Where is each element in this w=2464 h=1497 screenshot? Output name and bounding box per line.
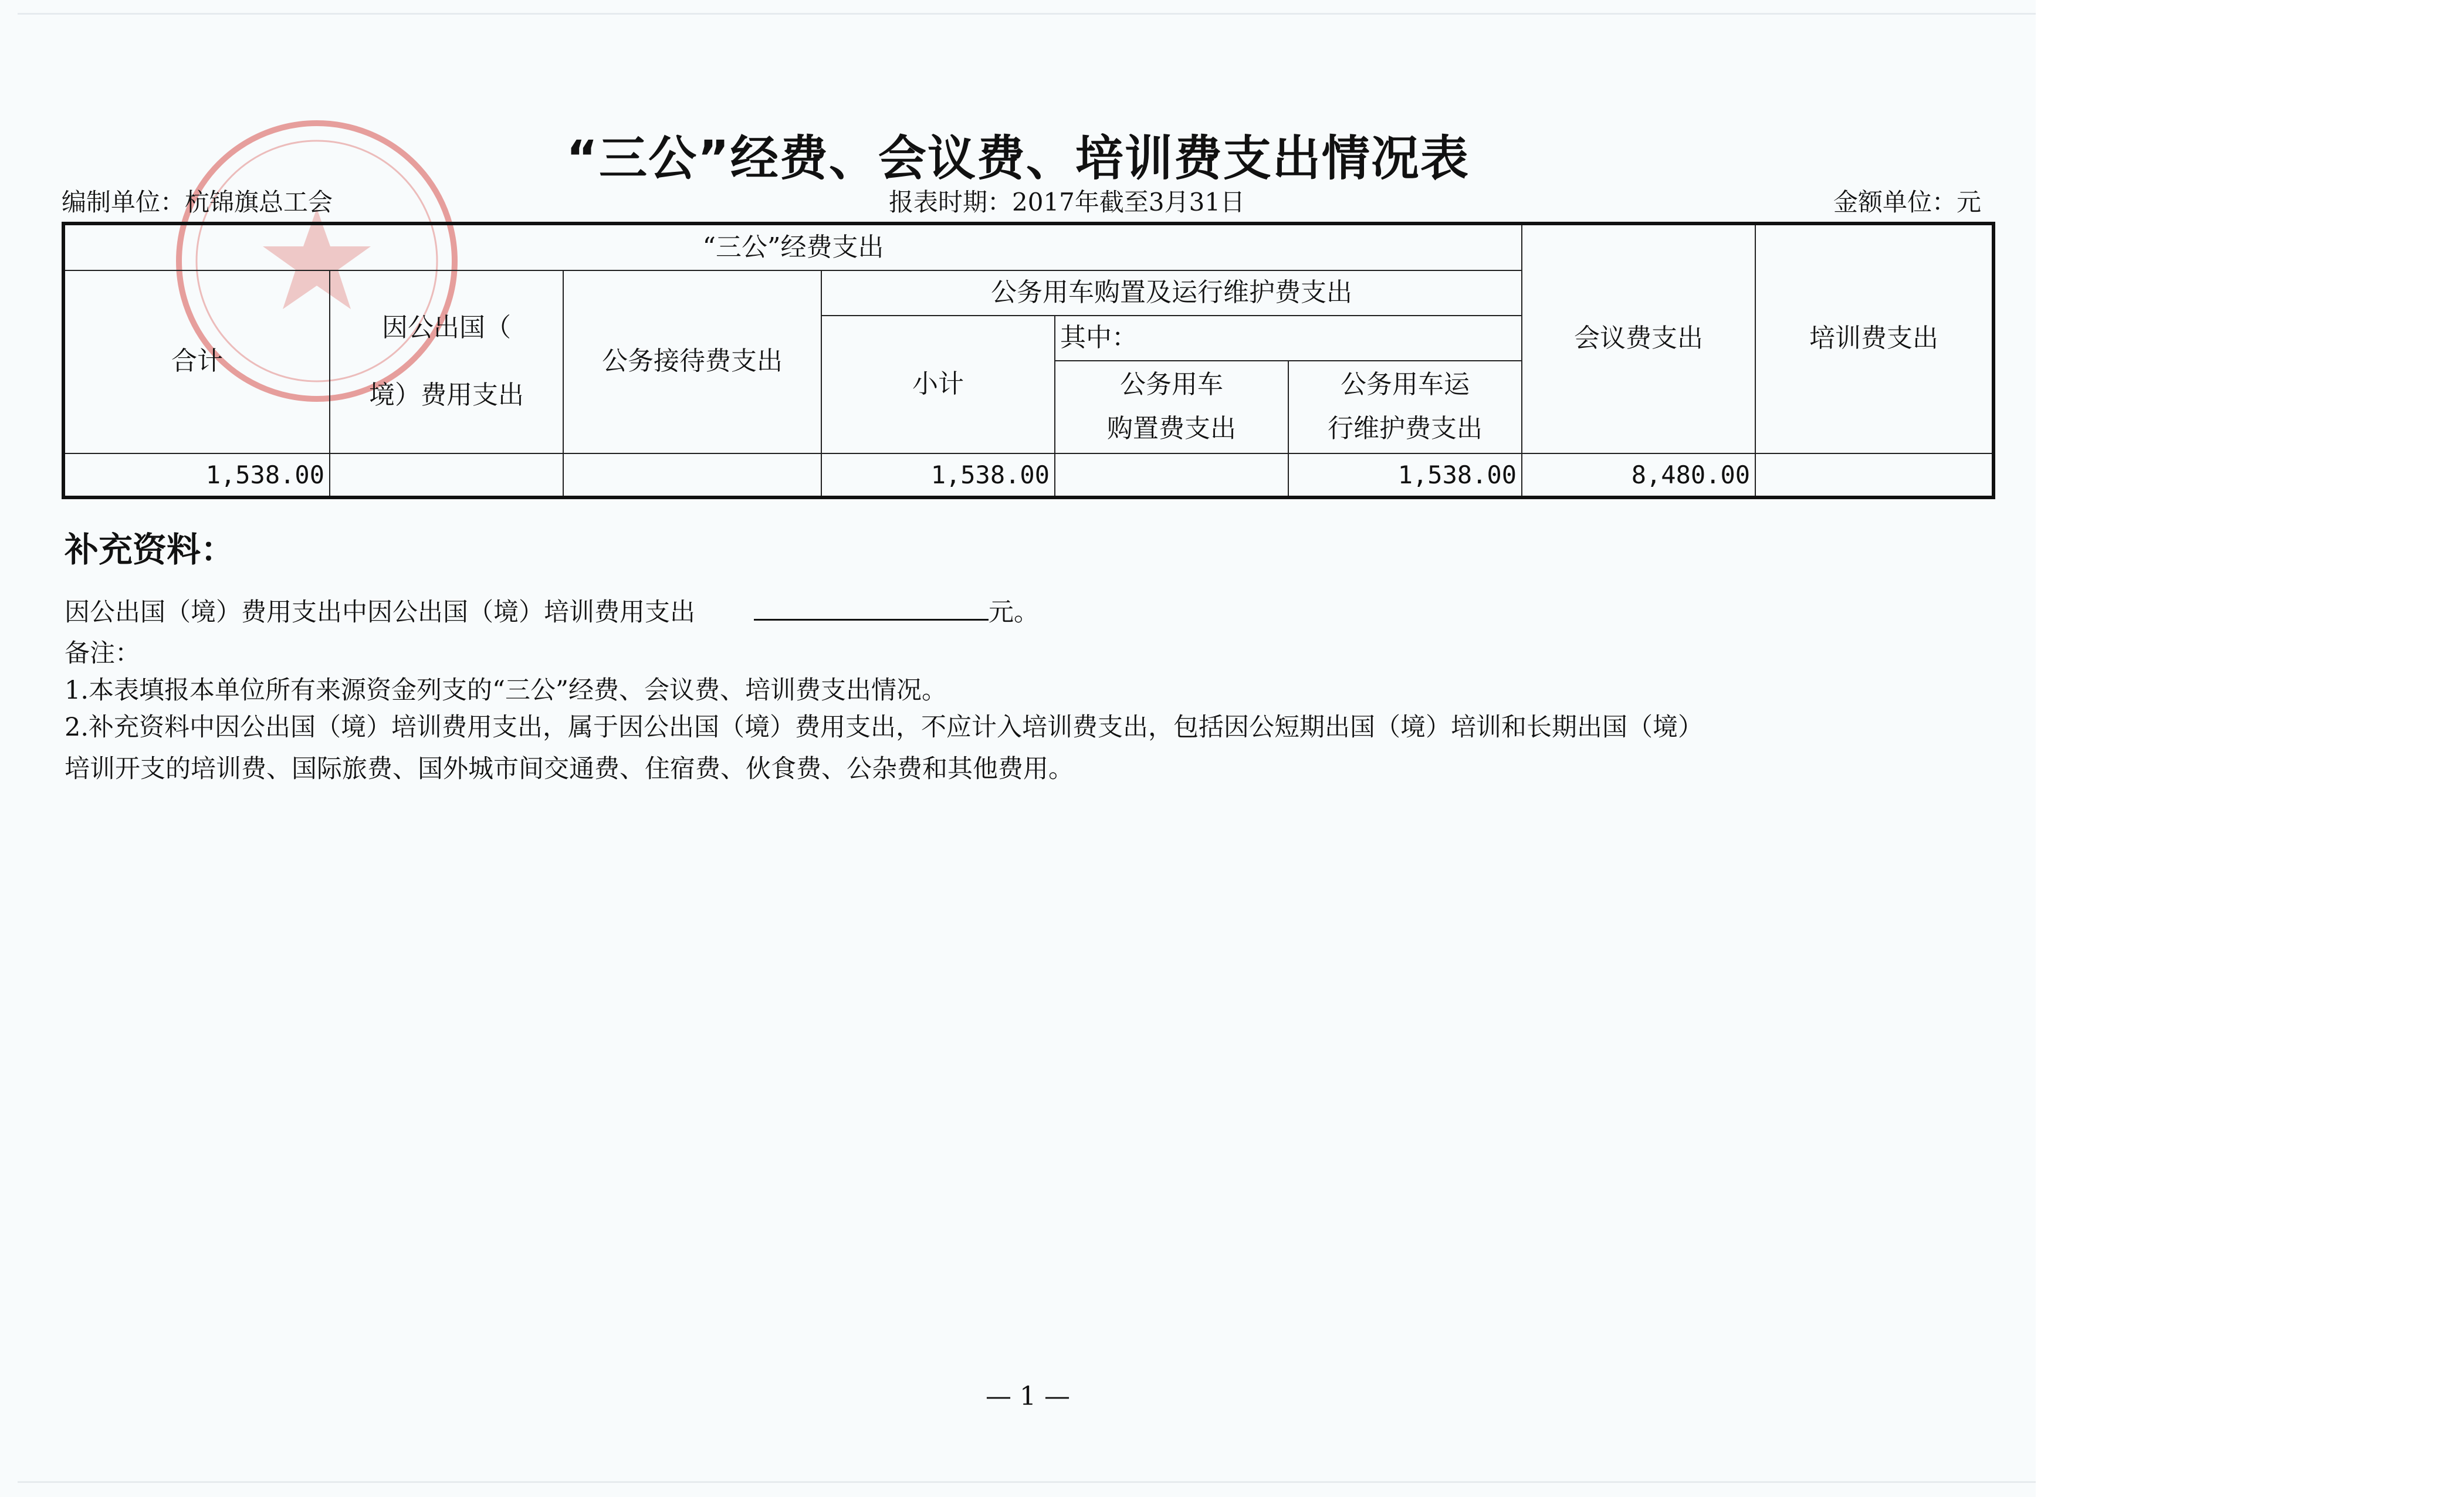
expense-table	[62, 222, 1995, 499]
reporting-unit: 编制单位：杭锦旗总工会	[62, 188, 333, 216]
table-row	[63, 453, 1993, 497]
note-2-continued: 培训开支的培训费、国际旅费、国外城市间交通费、住宿费、伙食费、公杂费和其他费用。	[65, 754, 1074, 784]
vehicle-purchase-line2: 购置费支出	[1107, 413, 1236, 443]
header-row-1	[63, 223, 1993, 270]
notes-label: 备注：	[65, 639, 140, 668]
reception-value	[563, 453, 821, 497]
of-which-header: 其中：	[1055, 316, 1522, 361]
subtotal-header: 小计	[821, 316, 1055, 453]
reporting-period: 报表时期：2017年截至3月31日	[889, 188, 1245, 216]
meeting-header: 会议费支出	[1522, 223, 1755, 453]
vehicle-operation-line2: 行维护费支出	[1328, 413, 1483, 443]
three-public-group-header: “三公”经费支出	[63, 223, 1522, 270]
abroad-value	[330, 453, 563, 497]
page-number: — 1 —	[986, 1381, 1070, 1411]
training-header: 培训费支出	[1755, 223, 1993, 453]
abroad-header	[330, 270, 563, 453]
vehicle-operation-header	[1288, 361, 1522, 453]
abroad-training-label: 因公出国（境）费用支出中因公出国（境）培训费用支出	[65, 598, 695, 627]
meeting-value: 8,480.00	[1522, 453, 1755, 497]
training-value	[1755, 453, 1993, 497]
abroad-training-line	[65, 592, 1039, 628]
vehicle-purchase-header	[1055, 361, 1288, 453]
vehicle-purchase-value	[1055, 453, 1288, 497]
total-header: 合计	[63, 270, 330, 453]
vehicle-purchase-line1: 公务用车	[1120, 369, 1223, 399]
reception-header: 公务接待费支出	[563, 270, 821, 453]
abroad-training-blank	[754, 595, 989, 621]
page-title: “三公”经费、会议费、培训费支出情况表	[566, 131, 1470, 187]
vehicle-group-header: 公务用车购置及运行维护费支出	[821, 270, 1522, 316]
total-value: 1,538.00	[63, 453, 330, 497]
scan-edge-bottom	[18, 1481, 2036, 1483]
currency-unit: 金额单位：元	[1833, 188, 1982, 216]
vehicle-operation-line1: 公务用车运	[1341, 369, 1470, 399]
abroad-training-suffix: 元。	[989, 598, 1039, 627]
subtotal-value: 1,538.00	[821, 453, 1055, 497]
abroad-header-line1: 因公出国（	[382, 313, 511, 343]
supplement-heading: 补充资料：	[65, 530, 235, 570]
note-1: 1.本表填报本单位所有来源资金列支的“三公”经费、会议费、培训费支出情况。	[65, 676, 947, 705]
abroad-header-line2: 境）费用支出	[369, 380, 524, 410]
note-2: 2.补充资料中因公出国（境）培训费用支出，属于因公出国（境）费用支出，不应计入培训费支出，包括因公短期出国（境）培训和长期出国（境）	[65, 713, 1704, 742]
scan-edge-top	[18, 13, 2036, 15]
vehicle-operation-value: 1,538.00	[1288, 453, 1522, 497]
